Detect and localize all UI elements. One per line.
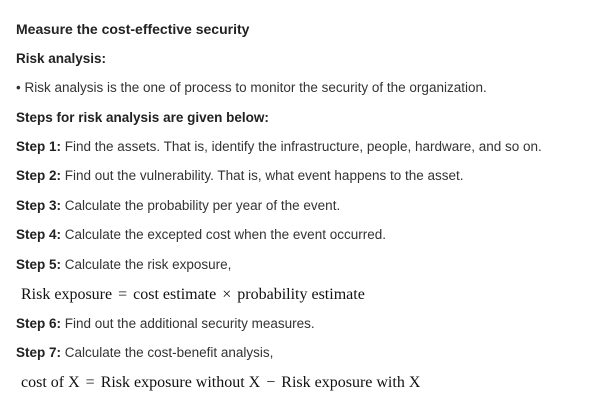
formula-term-a: cost estimate xyxy=(133,286,217,303)
step-3 xyxy=(16,197,340,215)
step-label: Step 1: xyxy=(16,139,62,154)
multiply-sign: × xyxy=(222,286,232,303)
step-text: Find out the additional security measures. xyxy=(64,316,315,331)
step-text: Calculate the risk exposure, xyxy=(64,257,232,272)
page-title: Measure the cost-effective security xyxy=(16,21,250,37)
step-label: Step 6: xyxy=(16,316,62,331)
step-label: Step 7: xyxy=(16,345,62,360)
bullet-text: Risk analysis is the one of process to monitor the security of the organization. xyxy=(24,80,487,95)
step-label: Step 4: xyxy=(16,227,62,242)
equals-sign: = xyxy=(118,286,128,303)
step-6 xyxy=(16,315,315,333)
step-4 xyxy=(16,226,386,244)
step-text: Find the assets. That is, identify the infrastructure, people, hardware, and so on. xyxy=(64,139,542,154)
step-label: Step 3: xyxy=(16,198,62,213)
step-7 xyxy=(16,344,273,362)
step-text: Calculate the excepted cost when the event occurred. xyxy=(64,227,386,242)
formula-term-a: Risk exposure without X xyxy=(100,374,261,391)
step-text: Find out the vulnerability. That is, what event happens to the asset. xyxy=(64,168,464,183)
equals-sign: = xyxy=(85,374,95,391)
step-label: Step 5: xyxy=(16,257,62,272)
step-text: Calculate the probability per year of the event. xyxy=(64,198,341,213)
risk-analysis-heading: Risk analysis: xyxy=(16,51,107,66)
cost-of-x-formula xyxy=(21,373,420,393)
formula-term-b: Risk exposure with X xyxy=(281,374,421,391)
step-2 xyxy=(16,167,464,185)
step-5 xyxy=(16,256,231,274)
step-label: Step 2: xyxy=(16,168,62,183)
bullet-item xyxy=(16,79,487,97)
minus-sign: − xyxy=(266,374,276,391)
steps-heading: Steps for risk analysis are given below: xyxy=(16,110,269,125)
risk-exposure-formula xyxy=(21,285,365,305)
step-text: Calculate the cost-benefit analysis, xyxy=(64,345,274,360)
formula-lhs: cost of X xyxy=(21,374,80,391)
formula-term-b: probability estimate xyxy=(237,286,365,303)
step-1 xyxy=(16,138,542,156)
formula-lhs: Risk exposure xyxy=(21,286,113,303)
bullet-marker: • xyxy=(16,80,21,95)
